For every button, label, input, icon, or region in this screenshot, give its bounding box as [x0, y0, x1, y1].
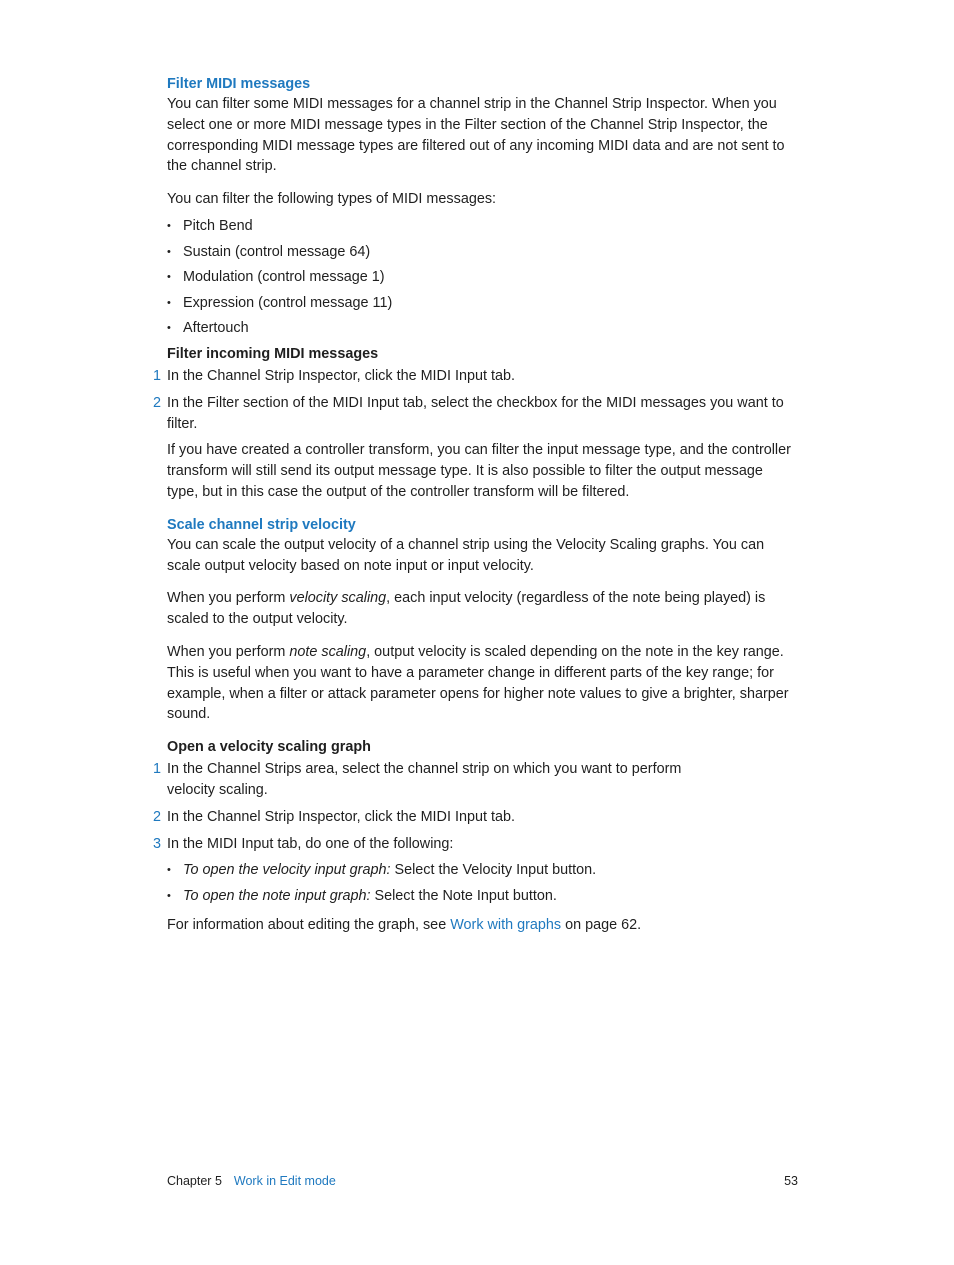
term-note-scaling: note scaling	[289, 643, 367, 660]
scale-velocity-intro: You can scale the output velocity of a channel strip using the Velocity Scaling graphs. You can scale output velocity based on note input or input velocity.	[167, 536, 765, 574]
filter-midi-intro: You can filter some MIDI messages for a channel strip in the Channel Strip Inspector. When you select one or more MIDI message types in the Filter section of the Channel Strip Inspector, the corresponding MIDI message types are filtered out of any incoming MIDI data and are not sent to the channel strip.	[167, 96, 785, 175]
step-item	[152, 807, 792, 828]
page-footer	[167, 1173, 798, 1189]
section-heading-filter-midi: Filter MIDI messages	[167, 76, 311, 92]
chapter-label: Chapter 5	[167, 1174, 222, 1188]
list-item: • Pitch Bend	[167, 216, 792, 237]
step-text: In the Channel Strip Inspector, click the MIDI Input tab.	[167, 808, 515, 825]
step-item	[152, 834, 792, 855]
work-with-graphs-link[interactable]: Work with graphs	[450, 916, 562, 933]
section-heading-scale-velocity: Scale channel strip velocity	[167, 516, 356, 533]
list-item: • Aftertouch	[167, 318, 792, 339]
list-item: • Sustain (control message 64)	[167, 242, 792, 263]
velocity-scaling-definition: When you perform velocity scaling, each input velocity (regardless of the note being played) is scaled to the output velocity.	[167, 590, 766, 628]
list-item: • To open the velocity input graph: Select the Velocity Input button.	[167, 860, 792, 881]
step-item	[152, 759, 792, 801]
step-item	[152, 366, 792, 387]
filter-incoming-steps	[152, 366, 792, 434]
page-number: 53	[784, 1174, 798, 1188]
task-heading-open-graph: Open a velocity scaling graph	[167, 739, 371, 756]
step-number: 1	[152, 761, 161, 778]
step-text: In the Filter section of the MIDI Input tab, select the checkbox for the MIDI messages you want to filter.	[167, 394, 784, 432]
controller-transform-note: If you have created a controller transform, you can filter the input message type, and the controller transform will still send its output message type. It is also possible to filter the output message type, but in this case the output of the controller transform will be filtered.	[167, 442, 791, 500]
open-graph-steps	[152, 759, 792, 854]
midi-types-list	[167, 216, 792, 339]
filter-midi-types-intro: You can filter the following types of MIDI messages:	[167, 191, 497, 208]
step-text: In the Channel Strips area, select the channel strip on which you want to perform velocity scaling.	[167, 761, 682, 798]
list-item: • To open the note input graph: Select the Note Input button.	[167, 886, 792, 907]
chapter-title-link[interactable]: Work in Edit mode	[233, 1174, 336, 1188]
list-item: • Expression (control message 11)	[167, 293, 792, 314]
term-velocity-scaling: velocity scaling	[289, 590, 387, 607]
step-item	[152, 393, 792, 435]
step-number: 3	[152, 835, 161, 852]
list-item: • Modulation (control message 1)	[167, 267, 792, 288]
page-body	[152, 74, 792, 935]
step-number: 2	[152, 808, 161, 825]
step-text: In the Channel Strip Inspector, click the MIDI Input tab.	[167, 367, 515, 384]
step-number: 1	[152, 367, 161, 384]
graph-info-paragraph: For information about editing the graph, see Work with graphs on page 62.	[167, 916, 642, 933]
step-number: 2	[152, 394, 161, 411]
note-scaling-definition: When you perform note scaling, output velocity is scaled depending on the note in the key range. This is useful when you want to have a parameter change in different parts of the key range; for example, when a filter or attack parameter opens for higher note values to give a brighter, sharper sound.	[167, 643, 789, 723]
graph-options-list	[167, 860, 792, 906]
step-text: In the MIDI Input tab, do one of the following:	[167, 835, 454, 852]
task-heading-filter-incoming: Filter incoming MIDI messages	[167, 345, 379, 362]
